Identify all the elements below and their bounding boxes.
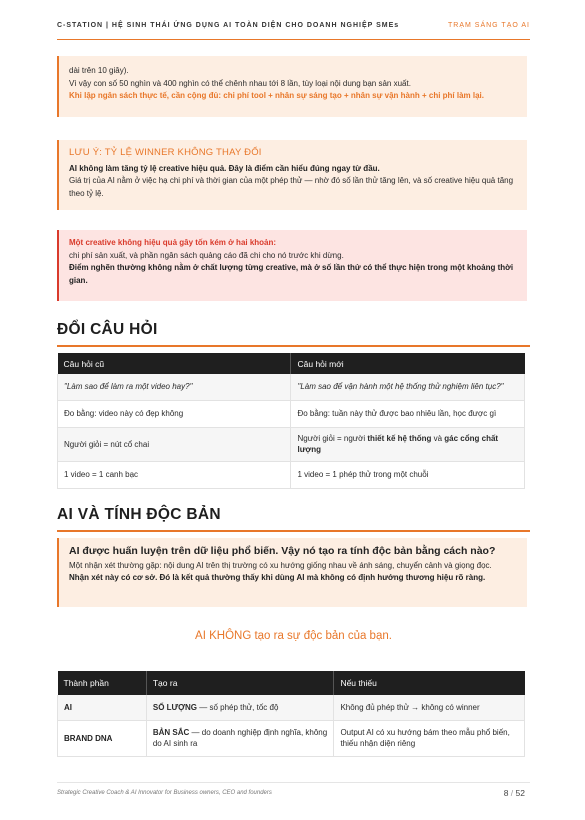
table-header: Nếu thiếu — [334, 671, 525, 695]
table-cell — [291, 427, 525, 461]
table-row — [58, 374, 525, 400]
table-header: Thành phần — [58, 671, 147, 695]
winner-rate-box — [57, 140, 527, 210]
table-row — [58, 695, 525, 720]
table-row — [58, 400, 525, 427]
footer-tagline: Strategic Creative Coach & AI Innovator for Business owners, CEO and founders — [57, 790, 272, 796]
page-separator: / — [508, 788, 516, 798]
uniqueness-text: Một nhận xét thường gặp: nội dung AI trên thị trường có xu hướng giống nhau về ánh sáng, chuyển cảnh và giọng đọc. — [69, 560, 492, 570]
section-divider — [57, 345, 530, 347]
table-cell: AI — [58, 695, 147, 720]
cell-text: — số phép thử, tốc độ — [197, 702, 279, 712]
budget-note-emphasis: Khi lập ngân sách thực tế, cần cộng đủ: chi phí tool + nhân sự sáng tạo + nhân sự vận hành + chi phí làm lại. — [69, 91, 484, 100]
table-cell: Người giỏi = nút cổ chai — [58, 427, 291, 461]
table-cell — [146, 695, 334, 720]
table-cell — [146, 720, 334, 756]
table-row — [58, 461, 525, 488]
budget-note-line: dài trên 10 giây). — [69, 66, 129, 75]
footer-divider — [57, 782, 530, 783]
table-row — [58, 720, 525, 756]
uniqueness-question: AI được huấn luyện trên dữ liệu phổ biến. Vậy nó tạo ra tính độc bản bằng cách nào? — [69, 545, 496, 557]
page-header — [57, 22, 530, 40]
section-divider — [57, 530, 530, 532]
cost-warning-box — [57, 230, 527, 301]
cost-warning-title: Một creative không hiệu quả gây tốn kém ở hai khoản: — [69, 238, 277, 247]
winner-rate-text: Giá trị của AI nằm ở việc hạ chi phí và thời gian của một phép thử — nhờ đó số lần thử tăng lên, và số creative hiệu quả tăng theo tỷ lệ. — [69, 176, 514, 198]
cell-text: và — [431, 434, 445, 443]
table-cell: Đo bằng: video này có đẹp không — [58, 400, 291, 427]
table-cell: 1 video = 1 phép thử trong một chuỗi — [291, 461, 525, 488]
total-pages: 52 — [515, 788, 525, 798]
header-brand: TRẠM SÁNG TẠO AI — [448, 22, 530, 29]
cell-text: Người giỏi = người — [297, 434, 368, 443]
cell-bold: thiết kế hệ thống — [367, 434, 432, 443]
uniqueness-emphasis: Nhận xét này có cơ sở. Đó là kết quả thường thấy khi dùng AI mà không có định hướng thương hiệu rõ ràng. — [69, 573, 486, 582]
table-cell: "Làm sao để làm ra một video hay?" — [58, 374, 291, 400]
cell-bold: gác cổng chất lượng — [297, 434, 499, 454]
section-title-ai-uniqueness: AI VÀ TÍNH ĐỘC BẢN — [57, 506, 221, 523]
cell-bold: BẢN SẮC — [152, 728, 190, 737]
table-cell: Đo bằng: tuần này thử được bao nhiêu lần, học được gì — [291, 400, 525, 427]
section-title-change-question: ĐỔI CÂU HỎI — [57, 321, 158, 338]
component-table — [57, 671, 525, 757]
question-table — [57, 353, 525, 489]
table-header: Tạo ra — [146, 671, 334, 695]
cost-warning-text: chi phí sản xuất, và phần ngân sách quảng cáo đã chi cho nó trước khi dừng. — [69, 250, 344, 260]
budget-note-box — [57, 56, 527, 117]
table-header: Câu hỏi mới — [291, 353, 525, 374]
table-cell: 1 video = 1 canh bạc — [58, 461, 291, 488]
table-cell: BRAND DNA — [58, 720, 147, 756]
table-cell: Không đủ phép thử → không có winner — [334, 695, 525, 720]
table-row — [58, 427, 525, 461]
table-header: Câu hỏi cũ — [58, 353, 291, 374]
budget-note-line: Vì vậy con số 50 nghìn và 400 nghìn có thể chênh nhau tới 8 lần, tùy loại nội dung bạn sản xuất. — [69, 78, 411, 88]
table-cell: Output AI có xu hướng bám theo mẫu phổ biến, thiếu nhận diện riêng — [334, 720, 525, 756]
header-title: C-STATION | HỆ SINH THÁI ỨNG DỤNG AI TOÀN DIỆN CHO DOANH NGHIỆP SMEs — [57, 22, 400, 29]
winner-rate-bold: AI không làm tăng tỷ lệ creative hiệu quả. Đây là điểm cần hiểu đúng ngay từ đầu. — [69, 163, 380, 173]
uniqueness-box — [57, 538, 527, 607]
cost-warning-emphasis: Điểm nghẽn thường không nằm ở chất lượng từng creative, mà ở số lần thử có thể thực hiện trong một khoảng thời gian. — [69, 263, 514, 285]
current-page: 8 — [503, 788, 509, 798]
page-number — [480, 788, 525, 798]
cell-text: — do doanh nghiệp định nghĩa, không do AI sinh ra — [152, 728, 328, 748]
cell-bold: SỐ LƯỢNG — [152, 702, 197, 712]
uniqueness-highlight: AI KHÔNG tạo ra sự độc bản của bạn. — [195, 630, 392, 642]
table-cell: "Làm sao để vận hành một hệ thống thử nghiệm liên tục?" — [291, 374, 525, 400]
winner-rate-title: LƯU Ý: TỶ LỆ WINNER KHÔNG THAY ĐỔI — [69, 147, 262, 158]
